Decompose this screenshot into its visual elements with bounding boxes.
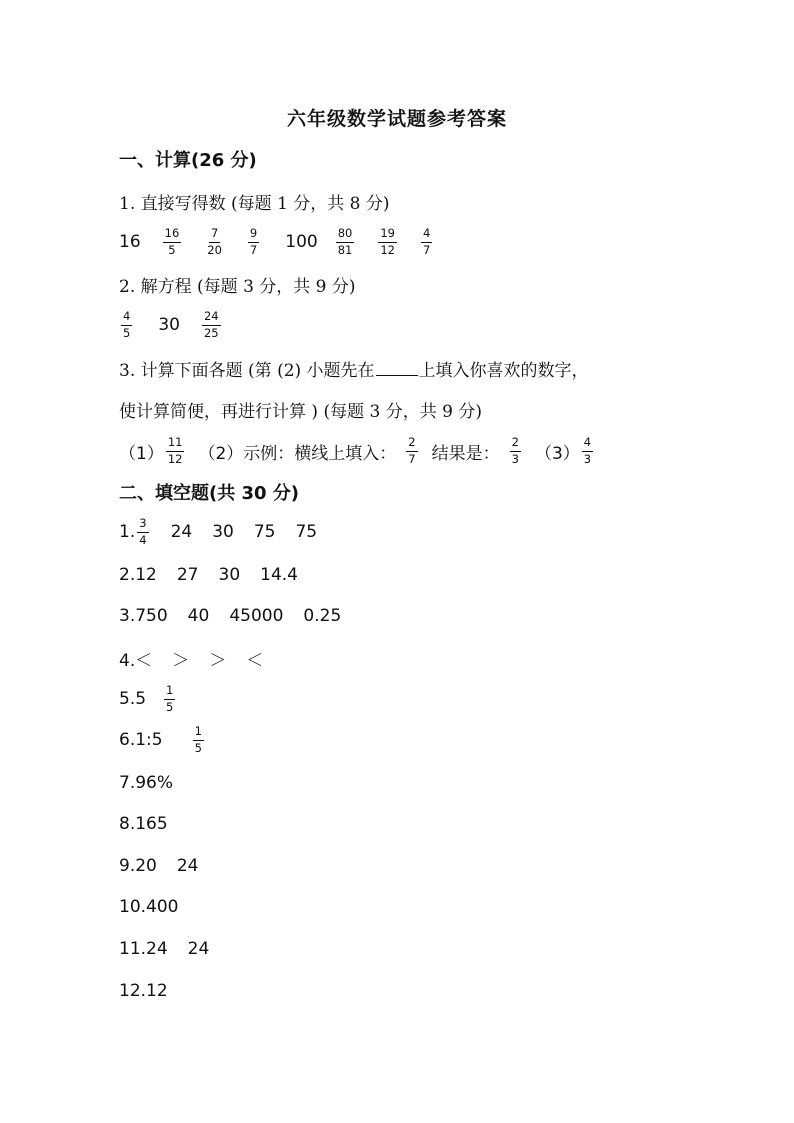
q2-fraction-2: $\frac{24}{25}$ [203,309,219,340]
q1-fraction-3: $\frac{9}{7}$ [249,226,258,257]
fill-5-fraction: $\frac{1}{5}$ [166,683,174,714]
q2-fraction-1: $\frac{4}{5}$ [123,309,131,340]
q1-answer-1: 16 [119,232,141,252]
section-2-heading: 二、填空题(共 30 分) [119,483,300,504]
q1-label: 1. 直接写得数 (每题 1 分，共 8 分) [119,193,390,214]
fill-answer-11 [119,934,209,964]
fill-6-value-1: 6.1:5 [119,730,163,750]
fill-3-value-4: 0.25 [303,606,342,626]
document-title: 六年级数学试题参考答案 [286,108,507,130]
q1-fraction-4: $\frac{80}{81}$ [337,226,353,257]
fill-11-value-2: 24 [187,939,210,959]
fill-2-value-1: 2.12 [119,565,157,585]
fill-2-value-3: 30 [218,565,241,585]
q3-fraction-1: $\frac{11}{12}$ [167,435,183,466]
fill-answer-3 [119,601,341,631]
q1-answers [119,222,434,262]
fill-answer-5 [119,681,177,717]
q3-label-b: 上填入你喜欢的数字， [418,360,589,381]
fill-answer-1 [119,514,317,550]
fill-1-prefix: 1. [119,522,136,542]
fill-answer-4 [119,643,263,673]
fill-1-value-2: 30 [212,522,234,542]
fill-answer-6 [119,722,206,758]
fill-3-value-1: 3.750 [119,606,168,626]
q3-fraction-3: $\frac{2}{3}$ [511,435,519,466]
fill-answer-9 [119,851,199,881]
q1-fraction-6: $\frac{4}{7}$ [422,226,431,257]
q3-answers [119,431,595,471]
fill-4-value-4: ＜ [246,650,264,671]
fill-9-value-1: 9.20 [119,856,157,876]
fill-3-value-3: 45000 [229,606,284,626]
q3-part-2-result: 结果是： [431,443,500,464]
q3-label-line-2: 使计算简便，再进行计算 ) (每题 3 分，共 9 分) [119,401,482,422]
q1-fraction-5: $\frac{19}{12}$ [380,226,395,257]
fill-1-value-3: 75 [253,522,276,542]
fill-4-value-1: 4.＜ [119,650,153,671]
q3-fraction-4: $\frac{4}{3}$ [583,435,592,466]
q1-answer-5: 100 [285,232,318,252]
q3-fraction-2: $\frac{2}{7}$ [408,435,416,466]
section-1-heading: 一、计算(26 分) [119,150,257,171]
fill-4-value-2: ＞ [172,650,190,671]
fill-6-fraction: $\frac{1}{5}$ [194,724,202,755]
q3-part-1: （1） [119,443,164,464]
fill-3-value-2: 40 [187,606,210,626]
fill-answer-8: 8.165 [119,814,168,834]
q3-blank [376,361,418,376]
fill-answer-10: 10.400 [119,897,179,917]
fill-1-fraction: $\frac{3}{4}$ [139,516,147,547]
q1-fraction-2: $\frac{7}{20}$ [207,226,222,257]
q3-part-3: （3） [534,443,580,464]
fill-1-value-1: 24 [170,522,193,542]
fill-1-value-4: 75 [295,522,318,542]
q2-answer-2: 30 [158,315,180,335]
fill-11-value-1: 11.24 [119,939,168,959]
q3-part-2: （2）示例：横线上填入： [198,443,397,464]
fill-answer-7: 7.96% [119,773,174,793]
fill-4-value-3: ＞ [209,650,227,671]
fill-answer-2 [119,560,298,590]
q3-label-line-1 [119,353,589,383]
q2-answers [119,305,223,345]
q3-label-a: 3. 计算下面各题 (第 (2) 小题先在 [119,360,375,381]
q1-fraction-1: $\frac{16}{5}$ [164,226,180,257]
q2-label: 2. 解方程 (每题 3 分，共 9 分) [119,276,356,297]
fill-2-value-2: 27 [176,565,199,585]
fill-9-value-2: 24 [176,856,199,876]
fill-5-value-1: 5.5 [119,689,147,709]
fill-answer-12: 12.12 [119,981,168,1001]
fill-2-value-4: 14.4 [260,565,298,585]
